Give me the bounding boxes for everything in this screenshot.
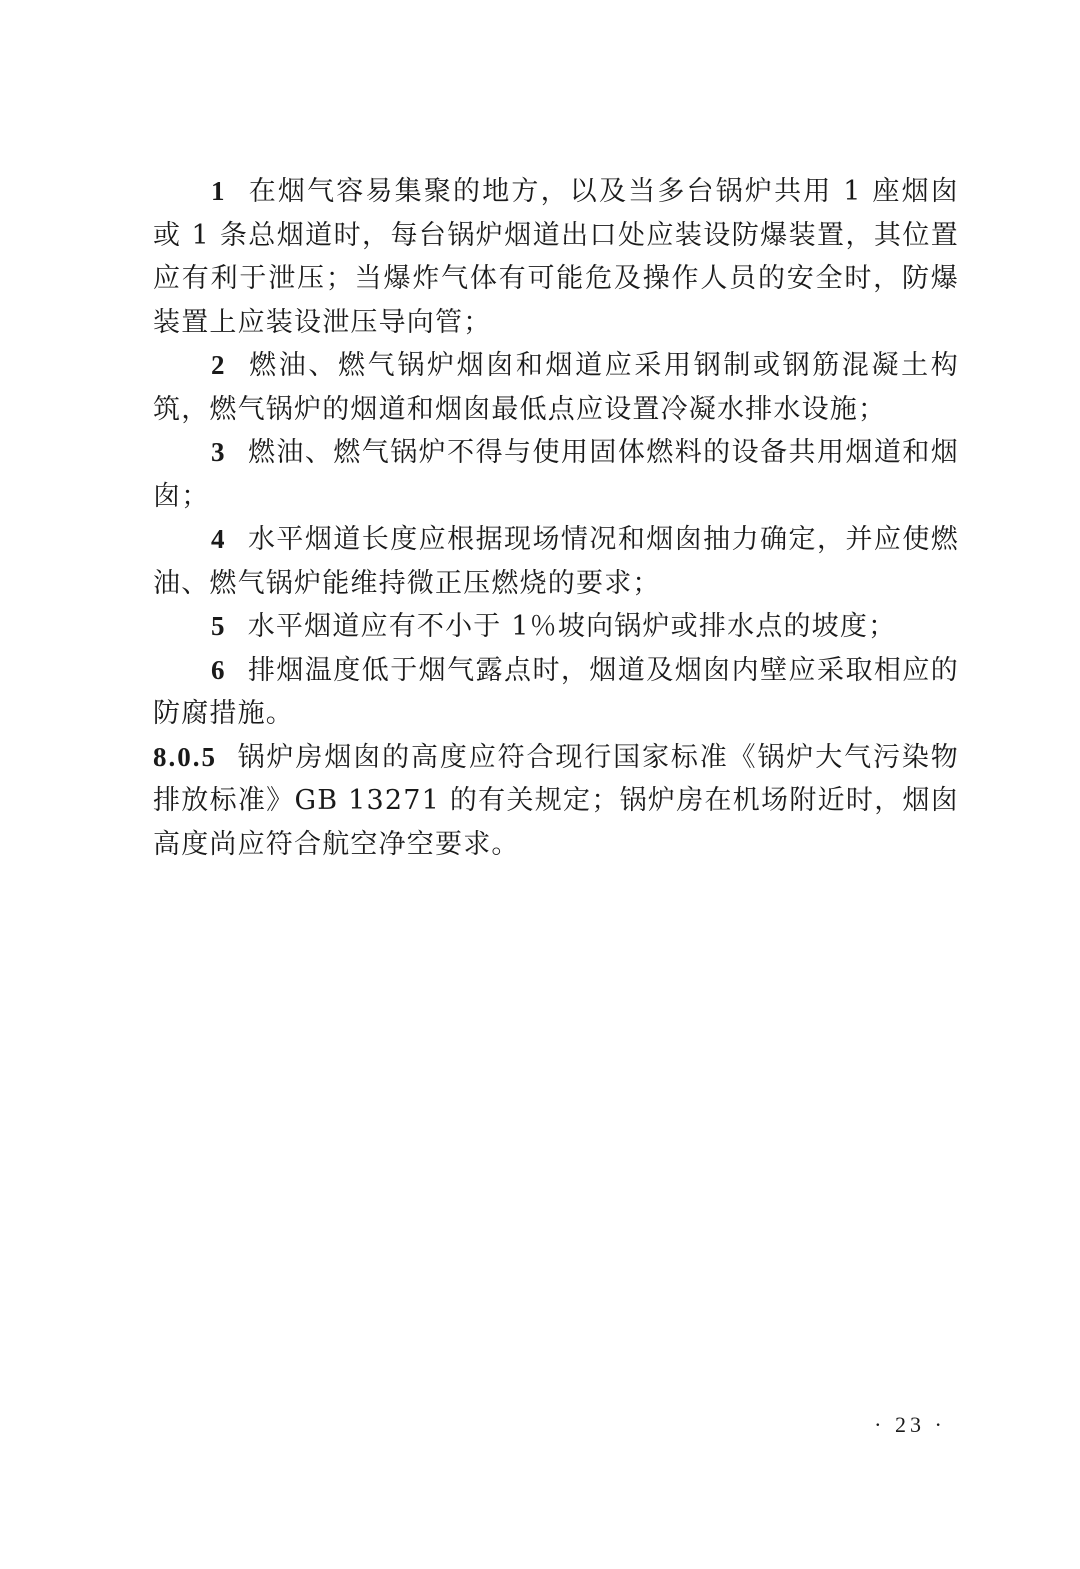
list-item: [153, 605, 959, 649]
item-text: 排烟温度低于烟气露点时，烟道及烟囱内壁应采取相应的防腐措施。: [153, 654, 959, 729]
item-number: 5: [211, 611, 226, 641]
item-text: 水平烟道应有不小于 1％坡向锅炉或排水点的坡度；: [247, 611, 897, 642]
list-item: [153, 518, 959, 605]
list-item: [153, 649, 959, 736]
item-text: 水平烟道长度应根据现场情况和烟囱抽力确定，并应使燃油、燃气锅炉能维持微正压燃烧的要求；: [153, 524, 959, 599]
item-number: 1: [211, 176, 226, 206]
item-number: 4: [211, 524, 226, 554]
page-content: [153, 170, 959, 866]
item-number: 6: [211, 654, 226, 685]
item-text: 燃油、燃气锅炉不得与使用固体燃料的设备共用烟道和烟囱；: [153, 437, 959, 512]
item-text: 在烟气容易集聚的地方，以及当多台锅炉共用 1 座烟囱或 1 条总烟道时，每台锅炉烟道出口处应装设防爆装置，其位置应有利于泄压；当爆炸气体有可能危及操作人员的安全时，防爆装置上应装设泄压导向管；: [153, 176, 959, 338]
list-item: [153, 344, 959, 431]
clause-text: 锅炉房烟囱的高度应符合现行国家标准《锅炉大气污染物排放标准》GB 13271 的有关规定；锅炉房在机场附近时，烟囱高度尚应符合航空净空要求。: [153, 741, 959, 860]
item-text: 燃油、燃气锅炉烟囱和烟道应采用钢制或钢筋混凝土构筑，燃气锅炉的烟道和烟囱最低点应设置冷凝水排水设施；: [153, 350, 959, 425]
list-item: [153, 431, 959, 518]
item-number: 3: [211, 437, 226, 467]
clause-number: 8.0.5: [153, 741, 217, 772]
page-number: · 23 ·: [874, 1412, 946, 1437]
clause-paragraph: [153, 736, 959, 867]
item-number: 2: [211, 350, 226, 380]
list-item: [153, 170, 959, 344]
